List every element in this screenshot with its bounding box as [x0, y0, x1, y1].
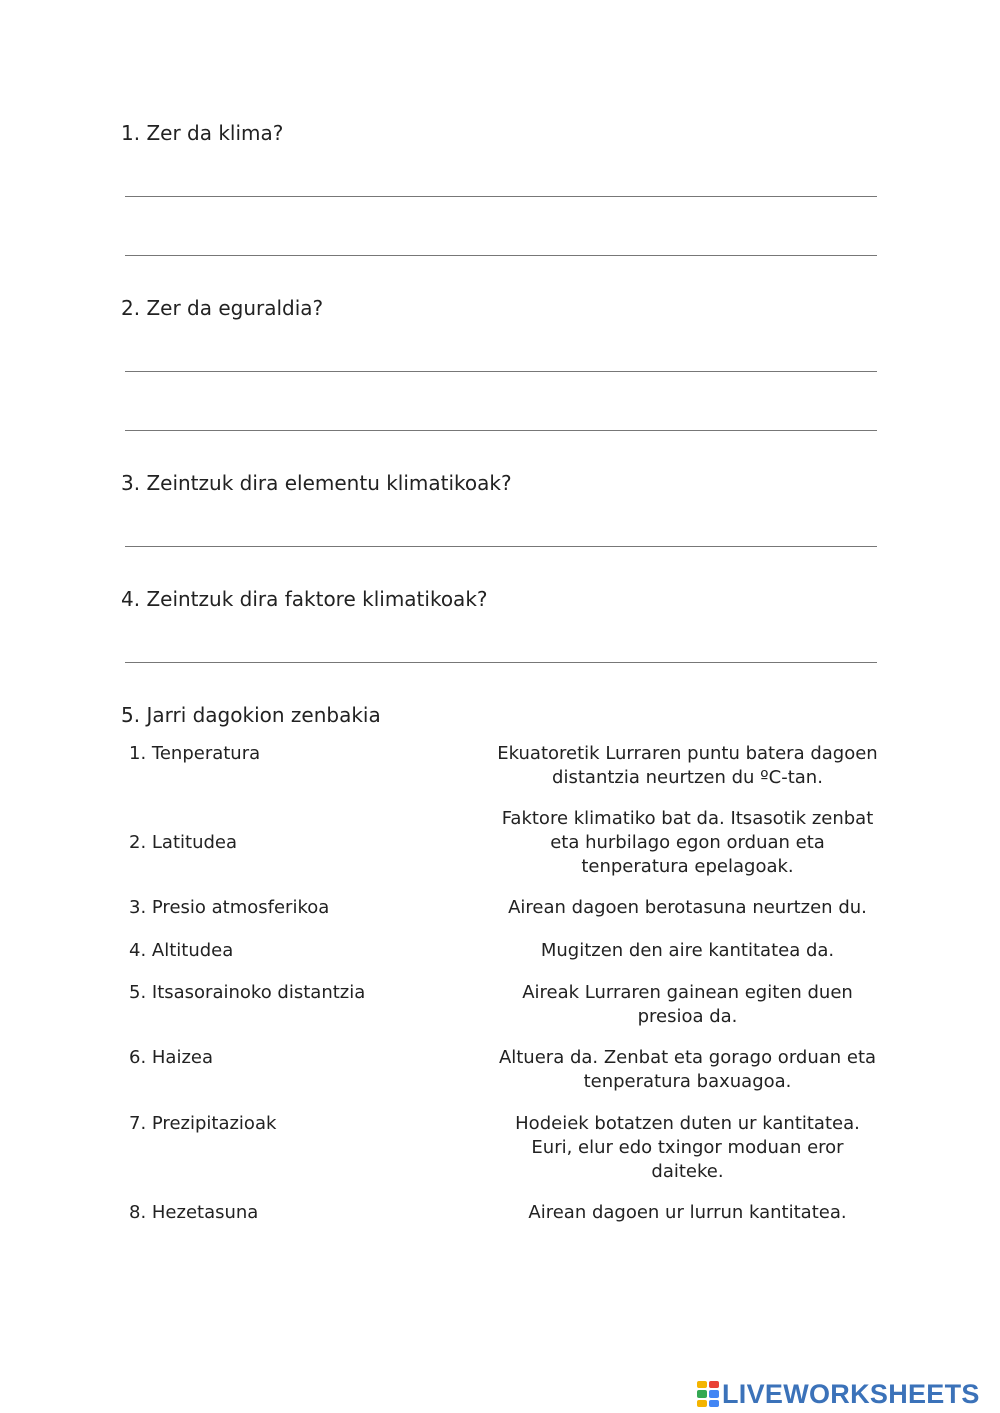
match-definition-5: Aireak Lurraren gainean egiten duen presioa da.	[522, 982, 853, 1027]
logo-text: LIVEWORKSHEETS	[722, 1378, 980, 1409]
logo-mark-block	[709, 1381, 719, 1388]
match-definition-2: Faktore klimatiko bat da. Itsasotik zenbat eta hurbilago egon orduan eta tenperatura epelagoak.	[501, 808, 874, 877]
match-term-6: 6. Haizea	[129, 1047, 214, 1068]
match-term-7: 7. Prezipitazioak	[129, 1113, 277, 1134]
match-term-5: 5. Itsasorainoko distantzia	[129, 982, 366, 1003]
match-term-3: 3. Presio atmosferikoa	[129, 897, 330, 918]
match-definition-6: Altuera da. Zenbat eta gorago orduan eta tenperatura baxuagoa.	[498, 1047, 877, 1092]
match-definition-3: Airean dagoen berotasuna neurtzen du.	[508, 897, 867, 918]
question-2: 2. Zer da eguraldia?	[121, 296, 324, 320]
question-5: 5. Jarri dagokion zenbakia	[121, 703, 381, 727]
answer-line-2b[interactable]	[125, 430, 877, 433]
liveworksheets-logo[interactable]	[697, 1379, 980, 1409]
match-definition-7: Hodeiek botatzen duten ur kantitatea. Euri, elur edo txingor moduan eror daiteke.	[515, 1113, 860, 1182]
question-3: 3. Zeintzuk dira elementu klimatikoak?	[121, 471, 512, 495]
answer-line-4[interactable]	[125, 662, 877, 665]
logo-mark-block	[697, 1381, 707, 1388]
logo-mark-block	[709, 1400, 719, 1407]
match-term-4: 4. Altitudea	[129, 940, 234, 961]
logo-mark-block	[709, 1390, 719, 1397]
logo-mark-block	[697, 1390, 707, 1397]
logo-mark-icon	[697, 1381, 719, 1407]
match-definition-4: Mugitzen den aire kantitatea da.	[540, 940, 835, 961]
logo-mark-block	[697, 1400, 707, 1407]
match-term-2: 2. Latitudea	[129, 832, 238, 853]
match-definition-1: Ekuatoretik Lurraren puntu batera dagoen distantzia neurtzen du ºC-tan.	[497, 743, 878, 788]
answer-line-2a[interactable]	[125, 371, 877, 374]
question-1: 1. Zer da klima?	[121, 121, 284, 145]
answer-line-3[interactable]	[125, 546, 877, 549]
match-term-8: 8. Hezetasuna	[129, 1202, 259, 1223]
question-4: 4. Zeintzuk dira faktore klimatikoak?	[121, 587, 488, 611]
match-term-1: 1. Tenperatura	[129, 743, 261, 764]
match-definition-8: Airean dagoen ur lurrun kantitatea.	[528, 1202, 847, 1223]
answer-line-1a[interactable]	[125, 196, 877, 199]
answer-line-1b[interactable]	[125, 255, 877, 258]
